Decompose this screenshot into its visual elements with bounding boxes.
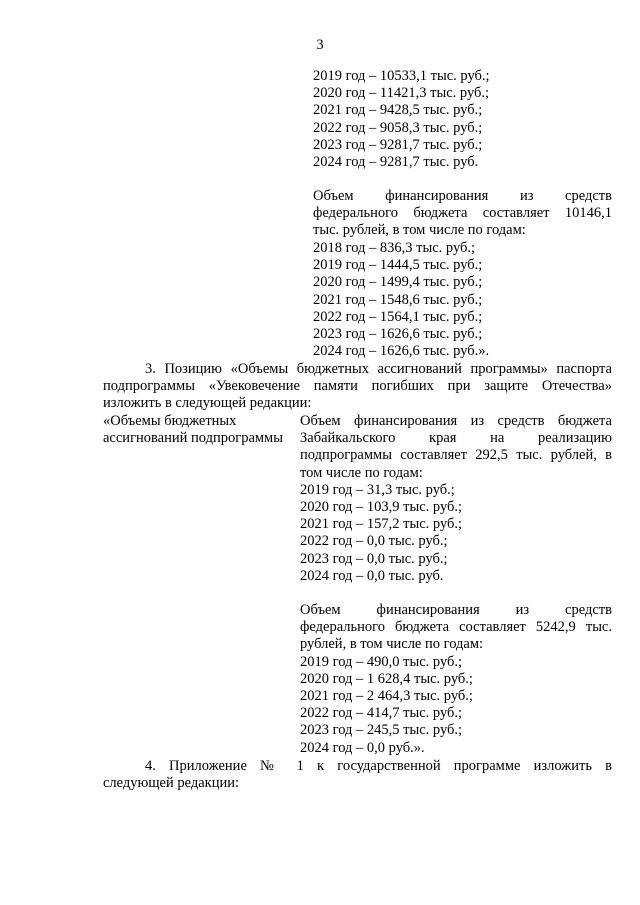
paragraph-line: Объем финансирования из средств <box>313 188 612 204</box>
paragraph-line: 4. Приложение № 1 к государственной программе изложить в <box>145 758 612 774</box>
year-line: 2020 год – 103,9 тыс. руб.; <box>300 499 463 516</box>
year-line: 2021 год – 9428,5 тыс. руб.; <box>313 102 483 119</box>
paragraph-line: тыс. рублей, в том числе по годам: <box>313 222 526 239</box>
paragraph-line: том числе по годам: <box>300 464 423 481</box>
year-line: 2024 год – 1626,6 тыс. руб.». <box>313 343 490 360</box>
year-line: 2023 год – 1626,6 тыс. руб.; <box>313 326 483 343</box>
year-line: 2022 год – 1564,1 тыс. руб.; <box>313 308 483 325</box>
year-line: 2022 год – 0,0 тыс. руб.; <box>300 533 448 550</box>
section-3-paragraph <box>103 361 612 413</box>
paragraph-line: следующей редакции: <box>103 775 240 792</box>
year-line: 2019 год – 31,3 тыс. руб.; <box>300 481 455 498</box>
paragraph-line: Забайкальского края на реализацию <box>300 430 612 447</box>
year-line: 2023 год – 9281,7 тыс. руб.; <box>313 136 483 153</box>
regional-funding-paragraph <box>300 413 612 585</box>
paragraph-line: Объем финансирования из средств бюджета <box>300 413 612 429</box>
federal-years-list-1 <box>313 240 489 360</box>
year-line: 2021 год – 157,2 тыс. руб.; <box>300 516 463 533</box>
federal-funding-paragraph-2 <box>300 602 612 757</box>
paragraph-line: федерального бюджета составляет 5242,9 тыс. <box>300 619 612 636</box>
year-line: 2023 год – 0,0 тыс. руб.; <box>300 550 448 567</box>
paragraph-line: Объем финансирования из средств <box>300 602 612 618</box>
section-4-paragraph <box>103 758 612 792</box>
year-line: 2020 год – 1 628,4 тыс. руб.; <box>300 670 473 687</box>
year-line: 2020 год – 11421,3 тыс. руб.; <box>313 85 490 102</box>
year-line: 2019 год – 490,0 тыс. руб.; <box>300 653 463 670</box>
table-left-cell <box>103 413 283 447</box>
year-line: 2024 год – 0,0 руб.». <box>300 739 425 756</box>
year-line: 2023 год – 245,5 тыс. руб.; <box>300 722 463 739</box>
year-line: 2019 год – 10533,1 тыс. руб.; <box>313 68 490 84</box>
paragraph-line: рублей, в том числе по годам: <box>300 636 484 653</box>
paragraph-line: федерального бюджета составляет 10146,1 <box>313 205 612 222</box>
paragraph-line: 3. Позицию «Объемы бюджетных ассигнований программы» паспорта <box>145 361 612 377</box>
year-line: 2020 год – 1499,4 тыс. руб.; <box>313 274 483 291</box>
year-line: 2022 год – 9058,3 тыс. руб.; <box>313 119 483 136</box>
year-line: 2022 год – 414,7 тыс. руб.; <box>300 705 463 722</box>
year-line: 2019 год – 1444,5 тыс. руб.; <box>313 257 483 274</box>
year-line: 2018 год – 836,3 тыс. руб.; <box>313 240 476 256</box>
year-line: 2021 год – 1548,6 тыс. руб.; <box>313 291 483 308</box>
year-line: 2021 год – 2 464,3 тыс. руб.; <box>300 688 473 705</box>
year-line: 2024 год – 9281,7 тыс. руб. <box>313 154 479 171</box>
cell-line: «Объемы бюджетных <box>103 413 237 429</box>
cell-line: ассигнований подпрограммы <box>103 430 283 447</box>
funding-years-list-1 <box>313 68 490 171</box>
federal-funding-paragraph-1 <box>313 188 612 240</box>
page-number: 3 <box>316 37 324 53</box>
year-line: 2024 год – 0,0 тыс. руб. <box>300 567 444 584</box>
paragraph-line: подпрограммы составляет 292,5 тыс. рублей, в <box>300 447 612 464</box>
paragraph-line: подпрограммы «Увековечение памяти погибших при защите Отечества» <box>103 378 612 395</box>
paragraph-line: изложить в следующей редакции: <box>103 395 312 412</box>
